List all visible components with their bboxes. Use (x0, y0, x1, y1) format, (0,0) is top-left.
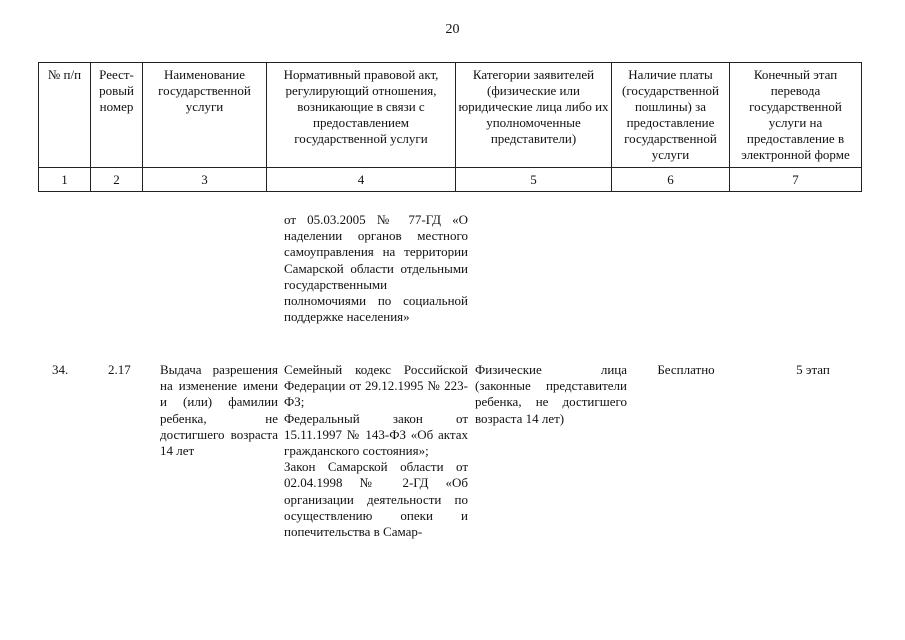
services-table-header (38, 62, 862, 192)
column-header: Наличие платы (государственной пошлины) за предоставление государственной услуги (612, 63, 730, 168)
electronic-stage: 5 этап (796, 362, 830, 377)
column-header: № п/п (39, 63, 91, 168)
column-number: 7 (730, 168, 862, 192)
column-number: 2 (91, 168, 143, 192)
row-number: 34. (52, 362, 69, 377)
service-name: Выдача разрешения на изменение имени и (или) фамилии ребенка, не достигшего возраста 14 лет (160, 362, 278, 459)
column-number: 5 (456, 168, 612, 192)
column-number-row (39, 168, 862, 192)
fee-status: Бесплатно (657, 362, 715, 377)
applicant-categories: Физические лица (законные представители ребенка, не достигшего возраста 14 лет) (475, 362, 627, 426)
column-header: Категории заявителей (физические или юридические лица либо их уполномоченные представители) (456, 63, 612, 168)
column-header: Нормативный правовой акт, регулирующий отношения, возникающие в связи с предоставлением государственной услуги (267, 63, 456, 168)
continuation-act-text: от 05.03.2005 № 77-ГД «О наделении органов местного самоуправления на территории Самарской области отдельными государственными полномочиями по социальной поддержке населения» (284, 212, 468, 325)
act-item: Семейный кодекс Российской Федерации от 29.12.1995 № 223-ФЗ; (284, 362, 468, 410)
column-number: 3 (143, 168, 267, 192)
header-row (39, 63, 862, 168)
registry-number: 2.17 (108, 362, 131, 377)
page-number: 20 (445, 22, 460, 37)
column-number: 6 (612, 168, 730, 192)
column-header: Наименование государственной услуги (143, 63, 267, 168)
act-item: Федеральный закон от 15.11.1997 № 143-ФЗ «Об актах гражданского состояния»; (284, 410, 468, 459)
regulatory-acts (284, 362, 468, 540)
column-number: 4 (267, 168, 456, 192)
column-number: 1 (39, 168, 91, 192)
column-header: Реест-ровый номер (91, 63, 143, 168)
column-header: Конечный этап перевода государственной услуги на предоставление в электронной форме (730, 63, 862, 168)
act-item: Закон Самарской области от 02.04.1998 № 2-ГД «Об организации деятельности по осуществлению опеки и попечительства в Самар- (284, 459, 468, 540)
